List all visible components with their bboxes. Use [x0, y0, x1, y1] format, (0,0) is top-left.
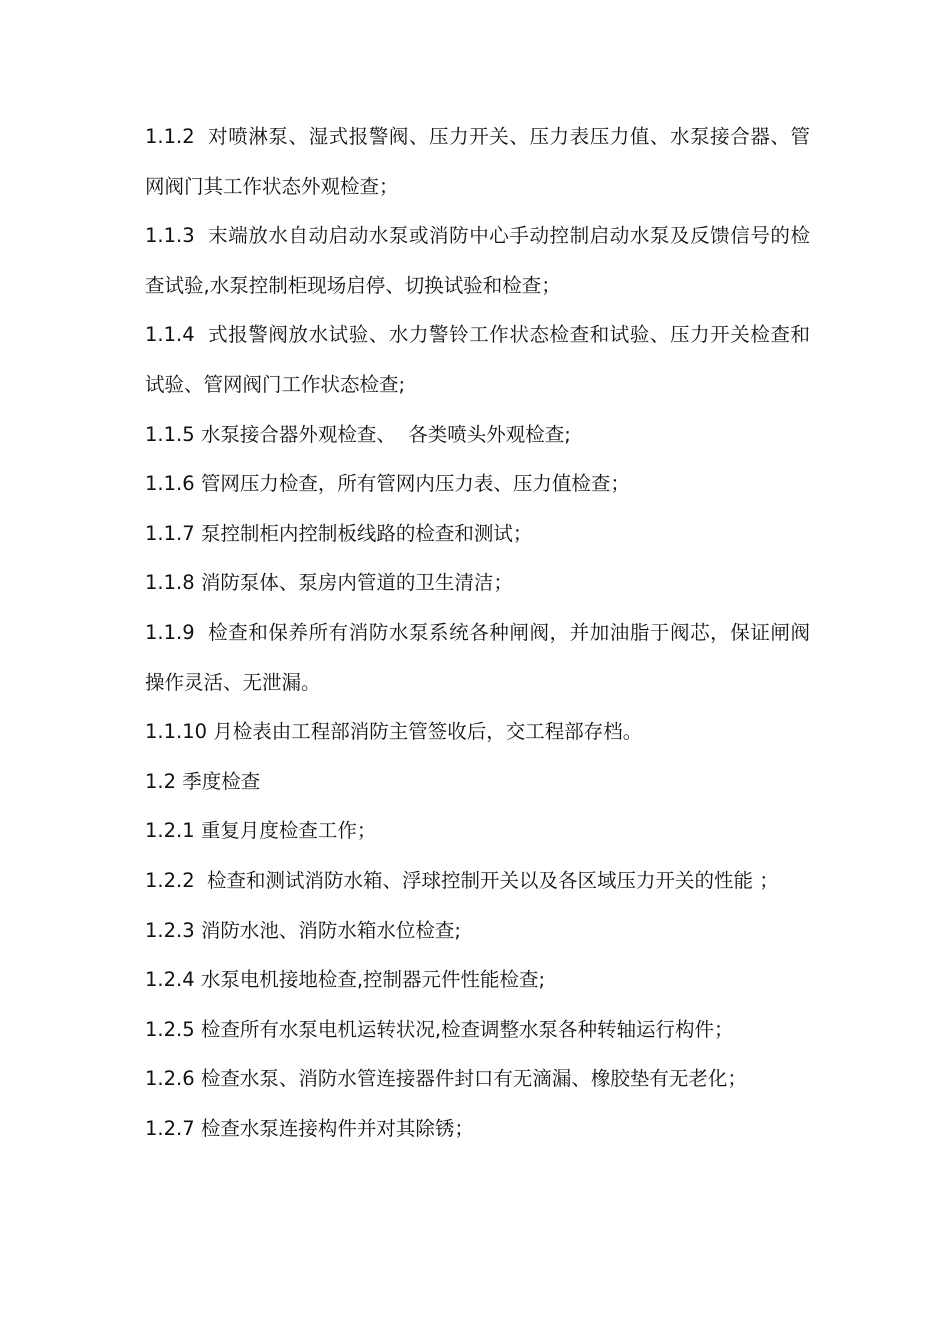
paragraph-1-1-10: 1.1.10 月检表由工程部消防主管签收后，交工程部存档。	[145, 720, 643, 744]
paragraph-1-1-3: 1.1.3 末端放水自动启动水泵或消防中心手动控制启动水泵及反馈信号的检查试验,水泵控制柜现场启停、切换试验和检查；	[145, 224, 810, 297]
paragraph-1-2-4: 1.2.4 水泵电机接地检查,控制器元件性能检查;	[145, 968, 546, 992]
paragraph-1-2-6: 1.2.6 检查水泵、消防水管连接器件封口有无滴漏、橡胶垫有无老化；	[145, 1067, 747, 1091]
paragraph-1-1-6: 1.1.6 管网压力检查，所有管网内压力表、压力值检查；	[145, 472, 630, 496]
paragraph-1-1-9: 1.1.9 检查和保养所有消防水泵系统各种闸阀，并加油脂于阀芯，保证闸阀操作灵活、无泄漏。	[145, 620, 810, 694]
paragraph-1-2-2: 1.2.2 检查和测试消防水箱、浮球控制开关以及各区域压力开关的性能 ；	[145, 868, 779, 892]
paragraph-1-1-2: 1.1.2 对喷淋泵、湿式报警阀、压力开关、压力表压力值、水泵接合器、管网阀门其工作状态外观检查；	[145, 125, 810, 198]
paragraph-1-1-4: 1.1.4 式报警阀放水试验、水力警铃工作状态检查和试验、压力开关检查和试验、管网阀门工作状态检查;	[145, 323, 810, 396]
paragraph-1-2-5: 1.2.5 检查所有水泵电机运转状况,检查调整水泵各种转轴运行构件；	[145, 1017, 734, 1041]
paragraph-1-1-7: 1.1.7 泵控制柜内控制板线路的检查和测试；	[145, 521, 533, 545]
section-heading-1-2: 1.2 季度检查	[145, 769, 261, 793]
paragraph-1-1-8: 1.1.8 消防泵体、泵房内管道的卫生清洁；	[145, 571, 513, 595]
paragraph-1-1-5: 1.1.5 水泵接合器外观检查、 各类喷头外观检查;	[145, 422, 571, 446]
document-body	[145, 112, 810, 1153]
paragraph-1-2-3: 1.2.3 消防水池、消防水箱水位检查;	[145, 918, 461, 942]
paragraph-1-2-1: 1.2.1 重复月度检查工作；	[145, 819, 377, 843]
paragraph-1-2-7: 1.2.7 检查水泵连接构件并对其除锈；	[145, 1116, 474, 1140]
